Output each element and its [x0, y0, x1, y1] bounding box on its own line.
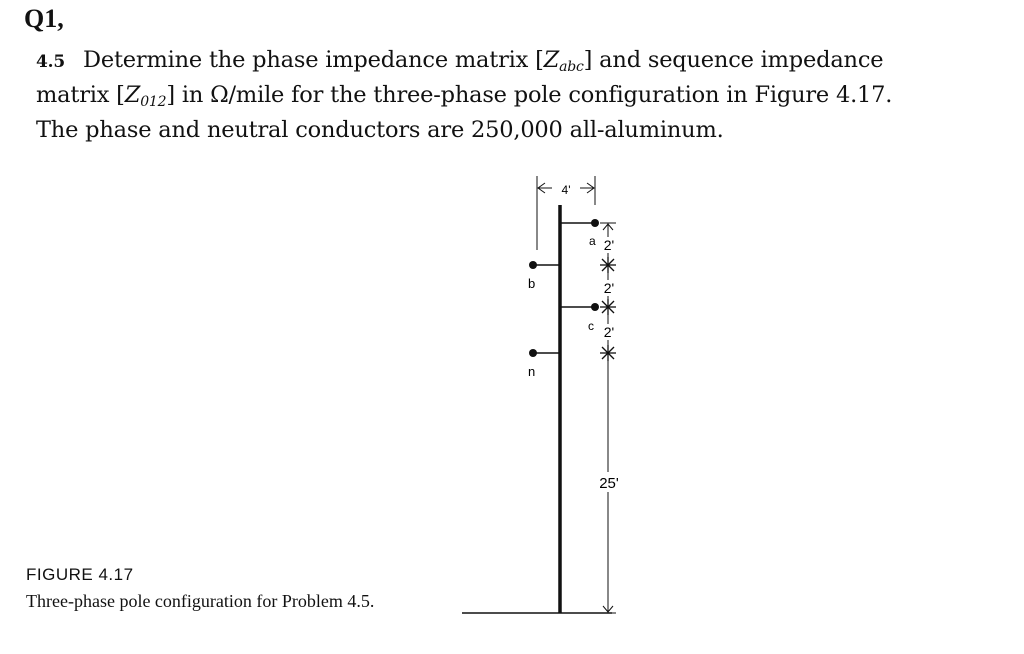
dim-marker-3 — [600, 345, 616, 361]
problem-number: 4.5 — [36, 52, 65, 72]
dim-marker-2 — [600, 299, 616, 315]
question-label: Q1, — [24, 4, 64, 33]
z012-symbol: Z — [124, 82, 141, 108]
z-abc-subscript: abc — [559, 59, 584, 75]
label-spacing-1: 2' — [603, 237, 615, 253]
label-b: b — [528, 276, 536, 291]
z-012-subscript: 012 — [140, 94, 167, 110]
dim-marker-1 — [600, 257, 616, 273]
conductor-b — [529, 261, 537, 269]
problem-text-2-tail: ] in Ω/mile for the three-phase pole configuration in Figure 4.17. — [166, 82, 893, 108]
figure-description: Three-phase pole configuration for Problem 4.5. — [26, 591, 375, 611]
label-c: c — [588, 319, 594, 333]
conductor-a — [591, 219, 599, 227]
label-n: n — [528, 364, 536, 379]
conductor-c — [591, 303, 599, 311]
figure-title: FIGURE 4.17 — [26, 565, 134, 584]
problem-line-3: The phase and neutral conductors are 250,000 all-aluminum. — [36, 117, 724, 143]
conductor-n — [529, 349, 537, 357]
z-symbol: Z — [543, 47, 560, 73]
label-height: 25' — [599, 475, 619, 492]
label-spacing-3: 2' — [603, 324, 615, 340]
problem-text-2-head: matrix [ — [36, 82, 125, 108]
problem-text-1: Determine the phase impedance matrix [ — [82, 47, 544, 73]
label-width: 4' — [561, 183, 571, 197]
problem-text-1-tail: ] and sequence impedance — [583, 47, 884, 73]
label-spacing-2: 2' — [603, 280, 615, 296]
figure-caption — [26, 565, 374, 612]
label-a: a — [589, 234, 596, 248]
